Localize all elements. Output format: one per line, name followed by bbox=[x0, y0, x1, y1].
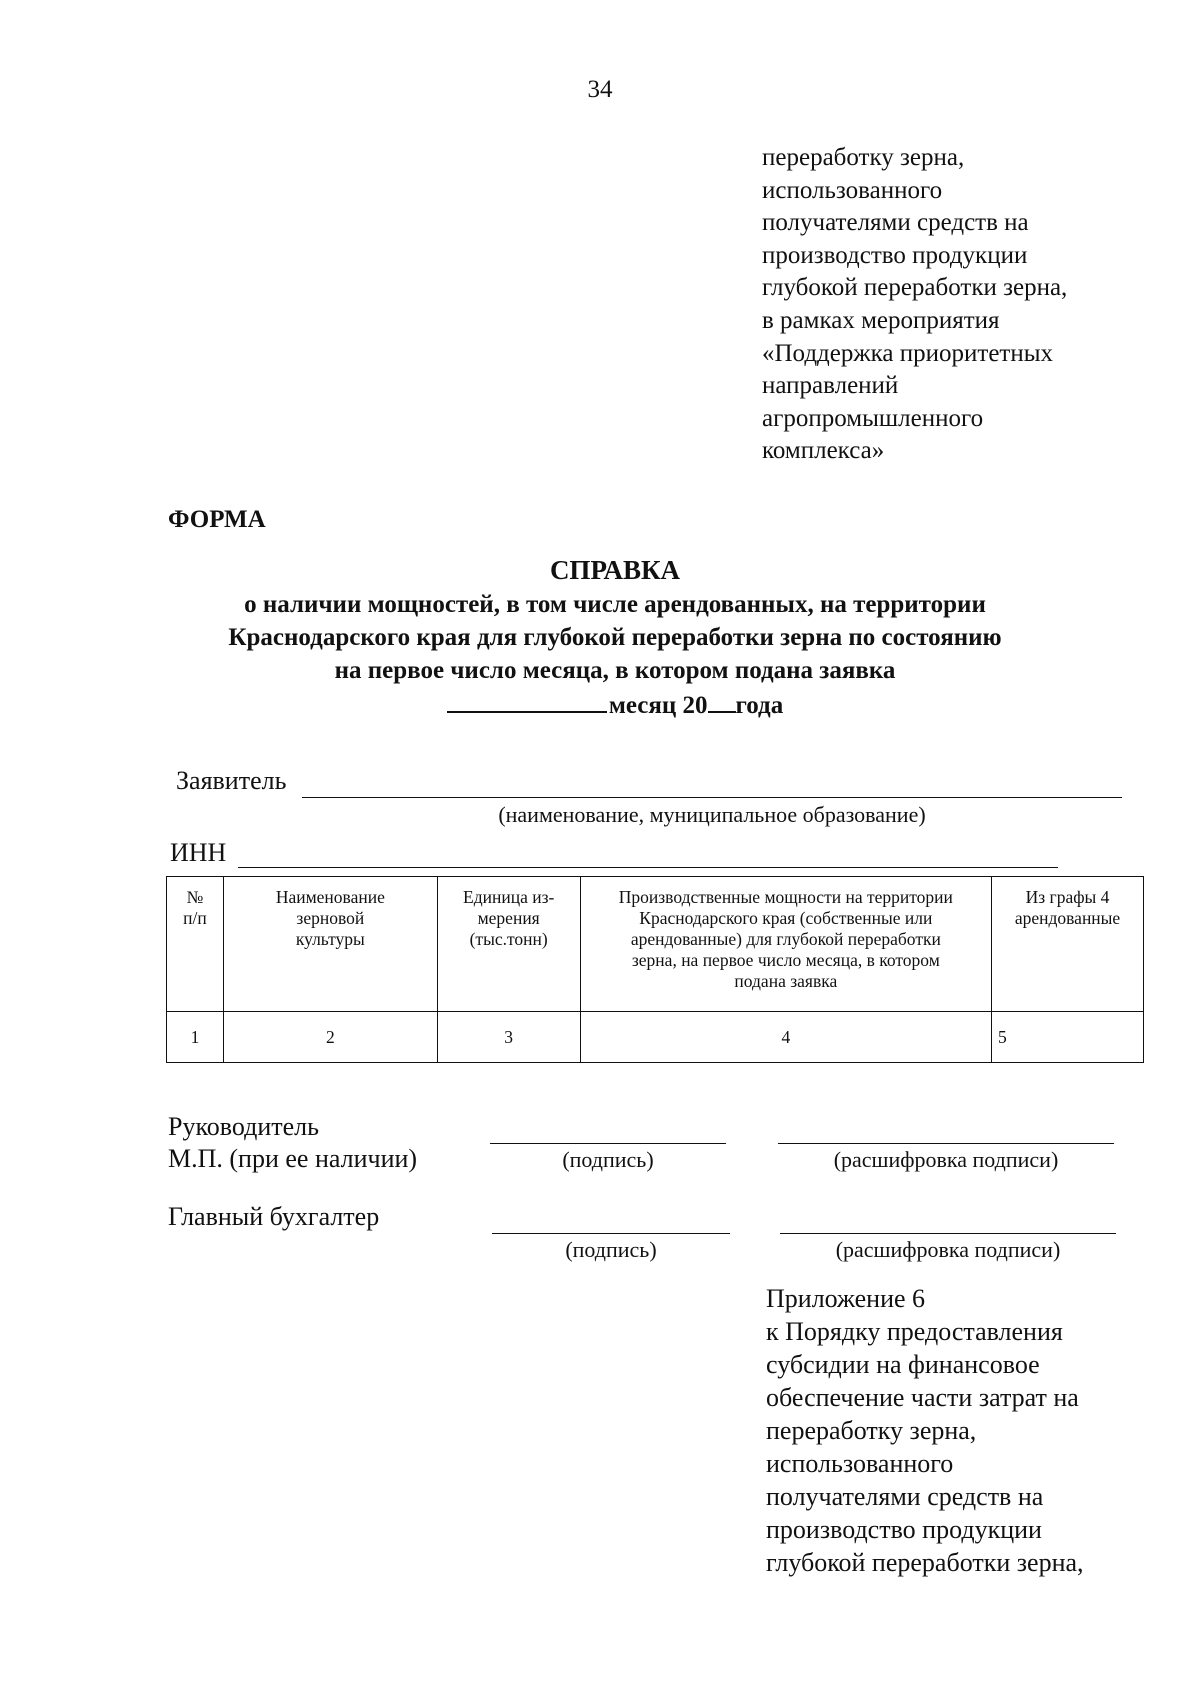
head-label: Руководитель bbox=[168, 1112, 319, 1141]
header-text: п/п bbox=[183, 908, 207, 928]
header-text: культуры bbox=[295, 929, 365, 949]
appendix-line: глубокой переработки зерна, bbox=[766, 1548, 1084, 1577]
header-text: зерна, на первое число месяца, в котором bbox=[631, 950, 940, 970]
signature-hint: (подпись) bbox=[562, 1147, 654, 1172]
title-heading: СПРАВКА bbox=[549, 555, 681, 585]
header-text: Единица из- bbox=[463, 887, 555, 907]
appendix-line: переработку зерна, bbox=[766, 1416, 977, 1445]
header-text: арендованные bbox=[1014, 908, 1121, 928]
appendix-block bbox=[766, 1282, 1166, 1579]
title-date-line bbox=[0, 687, 1200, 722]
header-text: Наименование bbox=[275, 887, 385, 907]
header-text: Из графы 4 bbox=[1025, 887, 1110, 907]
header-text: Краснодарского края (собственные или bbox=[639, 908, 933, 928]
table-row bbox=[167, 1012, 1144, 1063]
header-number bbox=[167, 877, 224, 1012]
capacity-table bbox=[166, 876, 1144, 1063]
header-capacity bbox=[580, 877, 991, 1012]
appendix-line: получателями средств на bbox=[766, 1482, 1044, 1511]
year-blank[interactable] bbox=[708, 687, 736, 713]
title-line-3: на первое число месяца, в котором подана заявка bbox=[334, 657, 896, 684]
top-right-line: переработку зерна, bbox=[762, 144, 965, 171]
stamp-label: М.П. (при ее наличии) bbox=[168, 1144, 418, 1173]
header-text: арендованные) для глубокой переработки bbox=[630, 929, 941, 949]
accountant-label: Главный бухгалтер bbox=[168, 1202, 380, 1231]
header-crop-name bbox=[223, 877, 437, 1012]
top-right-block bbox=[762, 142, 1162, 468]
decode-hint: (расшифровка подписи) bbox=[833, 1147, 1059, 1172]
applicant-hint: (наименование, муниципальное образование) bbox=[498, 802, 926, 827]
appendix-line: производство продукции bbox=[766, 1515, 1042, 1544]
header-leased bbox=[992, 877, 1144, 1012]
top-right-line: в рамках мероприятия bbox=[762, 306, 1000, 334]
header-text: Производственные мощности на территории bbox=[618, 887, 953, 907]
title-line-2: Краснодарского края для глубокой переработки зерна по состоянию bbox=[228, 624, 1002, 651]
form-label: ФОРМА bbox=[168, 506, 266, 533]
top-right-line: получателями средств на bbox=[762, 209, 1029, 237]
header-text: № bbox=[186, 887, 204, 907]
applicant-field[interactable] bbox=[302, 797, 1122, 798]
top-right-line: глубокой переработки зерна, bbox=[762, 274, 1068, 302]
appendix-line: обеспечение части затрат на bbox=[766, 1383, 1079, 1412]
document-title bbox=[0, 554, 1200, 722]
head-decode-line[interactable] bbox=[778, 1143, 1114, 1144]
page-number: 34 bbox=[587, 76, 613, 103]
appendix-line: Приложение 6 bbox=[766, 1284, 926, 1313]
top-right-line: использованного bbox=[762, 176, 943, 204]
header-text: мерения bbox=[477, 908, 540, 928]
header-unit bbox=[437, 877, 580, 1012]
applicant-label: Заявитель bbox=[176, 766, 287, 795]
top-right-line: «Поддержка приоритетных bbox=[762, 339, 1054, 367]
appendix-line: использованного bbox=[766, 1449, 954, 1478]
column-number-cell: 4 bbox=[580, 1012, 991, 1063]
column-number-cell: 2 bbox=[223, 1012, 437, 1063]
header-text: (тыс.тонн) bbox=[469, 929, 548, 949]
inn-field[interactable] bbox=[238, 867, 1058, 868]
decode-hint: (расшифровка подписи) bbox=[835, 1237, 1061, 1262]
accountant-decode-line[interactable] bbox=[780, 1233, 1116, 1234]
top-right-line: производство продукции bbox=[762, 241, 1028, 269]
header-text: подана заявка bbox=[734, 971, 838, 991]
header-text: зерновой bbox=[296, 908, 365, 928]
table-header-row bbox=[167, 877, 1144, 1012]
date-month-text: месяц 20 bbox=[608, 692, 708, 719]
accountant-signature-line[interactable] bbox=[492, 1233, 730, 1234]
appendix-line: к Порядку предоставления bbox=[766, 1317, 1063, 1346]
appendix-line: субсидии на финансовое bbox=[766, 1350, 1040, 1379]
inn-label: ИНН bbox=[170, 838, 227, 867]
month-blank[interactable] bbox=[447, 687, 607, 713]
top-right-line: направлений bbox=[762, 372, 899, 400]
column-number-cell: 5 bbox=[992, 1012, 1144, 1063]
head-signature-line[interactable] bbox=[490, 1143, 726, 1144]
date-year-text: года bbox=[735, 692, 784, 719]
column-number-cell: 3 bbox=[437, 1012, 580, 1063]
top-right-line: агропромышленного bbox=[762, 404, 984, 432]
signature-hint: (подпись) bbox=[565, 1237, 657, 1262]
title-line-1: о наличии мощностей, в том числе арендованных, на территории bbox=[244, 591, 986, 618]
column-number-cell: 1 bbox=[167, 1012, 224, 1063]
top-right-line: комплекса» bbox=[762, 437, 885, 465]
